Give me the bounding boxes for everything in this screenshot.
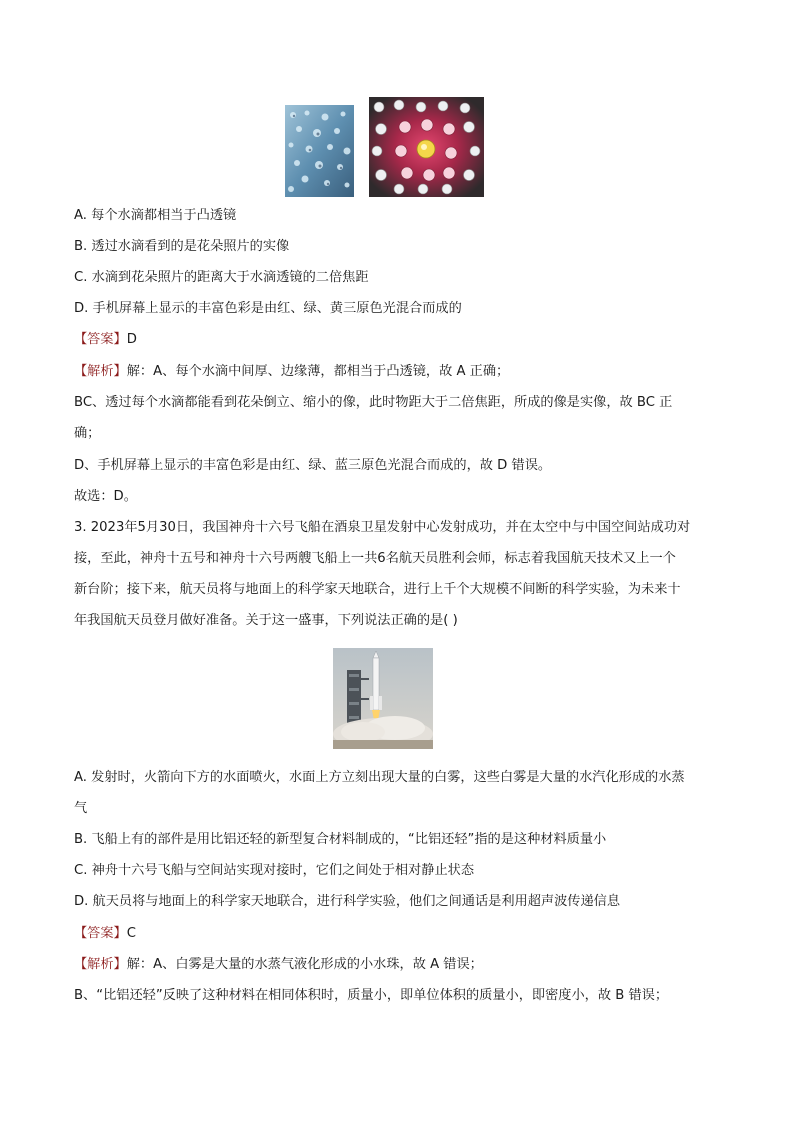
q2-analysis-line-4: D、手机屏幕上显示的丰富色彩是由红、绿、蓝三原色光混合而成的，故 D 错误。 xyxy=(74,458,552,473)
q2-option-c: C. 水滴到花朵照片的距离大于水滴透镜的二倍焦距 xyxy=(74,270,369,285)
droplets-image xyxy=(285,105,354,197)
answer-value: D xyxy=(126,332,137,347)
flower-droplets-image xyxy=(369,97,484,197)
q2-analysis-line-2: BC、透过每个水滴都能看到花朵倒立、缩小的像，此时物距大于二倍焦距，所成的像是实像，故 BC 正 xyxy=(74,395,673,410)
q3-answer xyxy=(74,924,724,944)
q3-option-c: C. 神舟十六号飞船与空间站实现对接时，它们之间处于相对静止状态 xyxy=(74,863,475,878)
q3-stem-line-4: 年我国航天员登月做好准备。关于这一盛事，下列说法正确的是( ) xyxy=(74,613,458,628)
q3-analysis-line-2: B、“比铝还轻”反映了这种材料在相同体积时，质量小，即单位体积的质量小，即密度小，故 B 错误； xyxy=(74,988,669,1003)
analysis-text: 解：A、每个水滴中间厚、边缘薄，都相当于凸透镜，故 A 正确； xyxy=(126,364,510,379)
flower-through-droplets-photo xyxy=(369,97,484,197)
q3-option-a-continued: 气 xyxy=(74,801,88,816)
q2-option-b: B. 透过水滴看到的是花朵照片的实像 xyxy=(74,239,290,254)
analysis-tag: 【解析】 xyxy=(74,957,127,972)
q3-stem-line-3: 新台阶；接下来，航天员将与地面上的科学家天地联合，进行上千个大规模不间断的科学实验，为未来十 xyxy=(74,582,681,597)
q2-option-d: D. 手机屏幕上显示的丰富色彩是由红、绿、黄三原色光混合而成的 xyxy=(74,301,462,316)
q3-stem-line-1: 3. 2023年5月30日，我国神舟十六号飞船在酒泉卫星发射中心发射成功，并在太空中与中国空间站成功对 xyxy=(74,520,691,535)
q2-answer xyxy=(74,330,724,350)
q3-analysis-line-1 xyxy=(74,955,724,975)
rocket-launch-photo xyxy=(333,648,433,749)
q2-option-a: A. 每个水滴都相当于凸透镜 xyxy=(74,208,237,223)
q3-option-a: A. 发射时，火箭向下方的水面喷火，水面上方立刻出现大量的白雾，这些白雾是大量的水汽化形成的水蒸 xyxy=(74,770,685,785)
analysis-tag: 【解析】 xyxy=(74,364,127,379)
q3-option-b: B. 飞船上有的部件是用比铝还轻的新型复合材料制成的，“比铝还轻”指的是这种材料质量小 xyxy=(74,832,607,847)
q2-analysis-line-1 xyxy=(74,362,724,382)
q3-option-d: D. 航天员将与地面上的科学家天地联合，进行科学实验，他们之间通话是利用超声波传递信息 xyxy=(74,894,621,909)
answer-value: C xyxy=(126,926,136,941)
q2-analysis-line-5: 故选：D。 xyxy=(74,489,137,504)
q2-analysis-line-3: 确； xyxy=(74,426,101,441)
q3-stem-line-2: 接，至此，神舟十五号和神舟十六号两艘飞船上一共6名航天员胜利会师，标志着我国航天技术又上一个 xyxy=(74,551,676,566)
rocket-image xyxy=(333,648,433,749)
droplets-photo xyxy=(285,105,354,197)
answer-tag: 【答案】 xyxy=(74,926,127,941)
analysis-text: 解：A、白雾是大量的水蒸气液化形成的小水珠，故 A 错误； xyxy=(126,957,483,972)
answer-tag: 【答案】 xyxy=(74,332,127,347)
